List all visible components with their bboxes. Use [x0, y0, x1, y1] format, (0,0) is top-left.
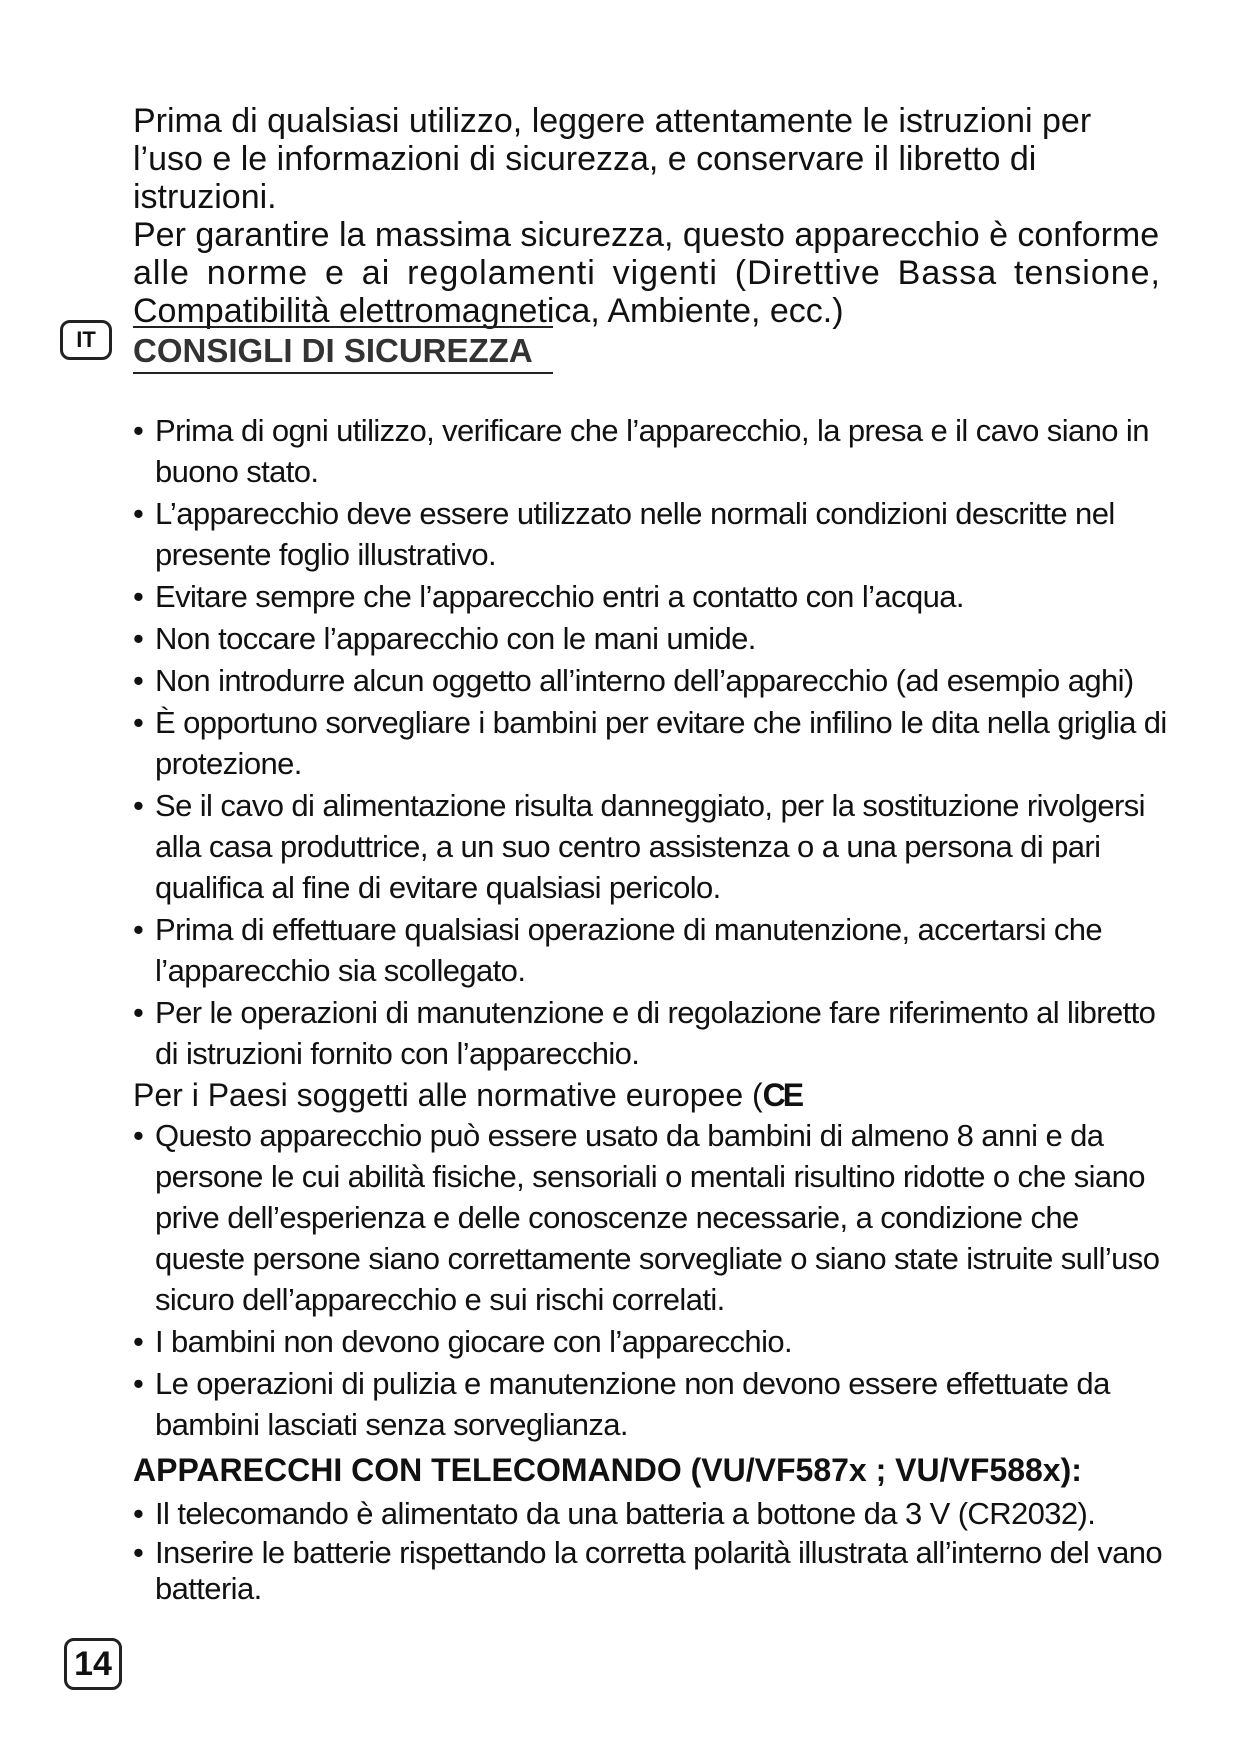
list-item: • Questo apparecchio può essere usato da bambini di almeno 8 anni e da persone le cui abilità fisiche, sensoriali o mentali risultino ridotte o che siano prive dell’esperienza e delle conoscenze necessarie, a condizione che queste persone siano correttamente sorvegliate o siano state istruite sull’uso sicuro dell’apparecchio e sui rischi correlati.	[133, 1115, 1173, 1320]
list-item: • Non toccare l’apparecchio con le mani umide.	[133, 618, 1173, 659]
list-item: • Le operazioni di pulizia e manutenzione non devono essere effettuate da bambini lasciati senza sorveglianza.	[133, 1363, 1173, 1445]
list-item: • I bambini non devono giocare con l’apparecchio.	[133, 1321, 1173, 1362]
list-item: • L’apparecchio deve essere utilizzato nelle normali condizioni descritte nel presente foglio illustrativo.	[133, 493, 1173, 575]
section-title: CONSIGLI DI SICUREZZA	[133, 326, 553, 374]
eu-note-text: Per i Paesi soggetti alle normative europee (	[133, 1077, 763, 1113]
list-item: • Se il cavo di alimentazione risulta danneggiato, per la sostituzione rivolgersi alla casa produttrice, a un suo centro assistenza o a una persona di pari qualifica al fine di evitare qualsiasi pericolo.	[133, 785, 1173, 908]
intro-paragraph-4: Compatibilità elettromagnetica, Ambiente, ecc.)	[133, 292, 844, 330]
list-item: • Prima di ogni utilizzo, verificare che l’apparecchio, la presa e il cavo siano in buono stato.	[133, 410, 1173, 492]
list-item: • Inserire le batterie rispettando la corretta polarità illustrata all’interno del vano batteria.	[133, 1535, 1173, 1607]
intro-paragraph-2: Per garantire la massima sicurezza, questo apparecchio è conforme	[133, 216, 1160, 254]
list-item: • Prima di effettuare qualsiasi operazione di manutenzione, accertarsi che l’apparecchio sia scollegato.	[133, 909, 1173, 991]
list-item: • Il telecomando è alimentato da una batteria a bottone da 3 V (CR2032).	[133, 1493, 1173, 1534]
intro-paragraph-1: Prima di qualsiasi utilizzo, leggere attentamente le istruzioni per l’uso e le informazioni di sicurezza, e conservare il libretto di istruzioni.	[133, 102, 1092, 216]
intro-paragraph-3: alle norme e ai regolamenti vigenti (Direttive Bassa tensione,	[133, 254, 1161, 292]
remote-heading: APPARECCHI CON TELECOMANDO (VU/VF587x ; VU/VF588x):	[133, 1452, 1082, 1488]
list-item: • Evitare sempre che l’apparecchio entri a contatto con l’acqua.	[133, 576, 1173, 617]
safety-list	[133, 410, 1173, 1608]
eu-note	[133, 1075, 1173, 1115]
list-item: • È opportuno sorvegliare i bambini per evitare che infilino le dita nella griglia di protezione.	[133, 702, 1173, 784]
ce-mark-icon: CE	[762, 1077, 802, 1113]
intro-text	[133, 102, 1161, 330]
language-badge: IT	[60, 320, 112, 360]
page-number: 14	[64, 1638, 122, 1690]
list-item: • Per le operazioni di manutenzione e di regolazione fare riferimento al libretto di istruzioni fornito con l’apparecchio.	[133, 992, 1173, 1074]
list-item: • Non introdurre alcun oggetto all’interno dell’apparecchio (ad esempio aghi)	[133, 660, 1173, 701]
